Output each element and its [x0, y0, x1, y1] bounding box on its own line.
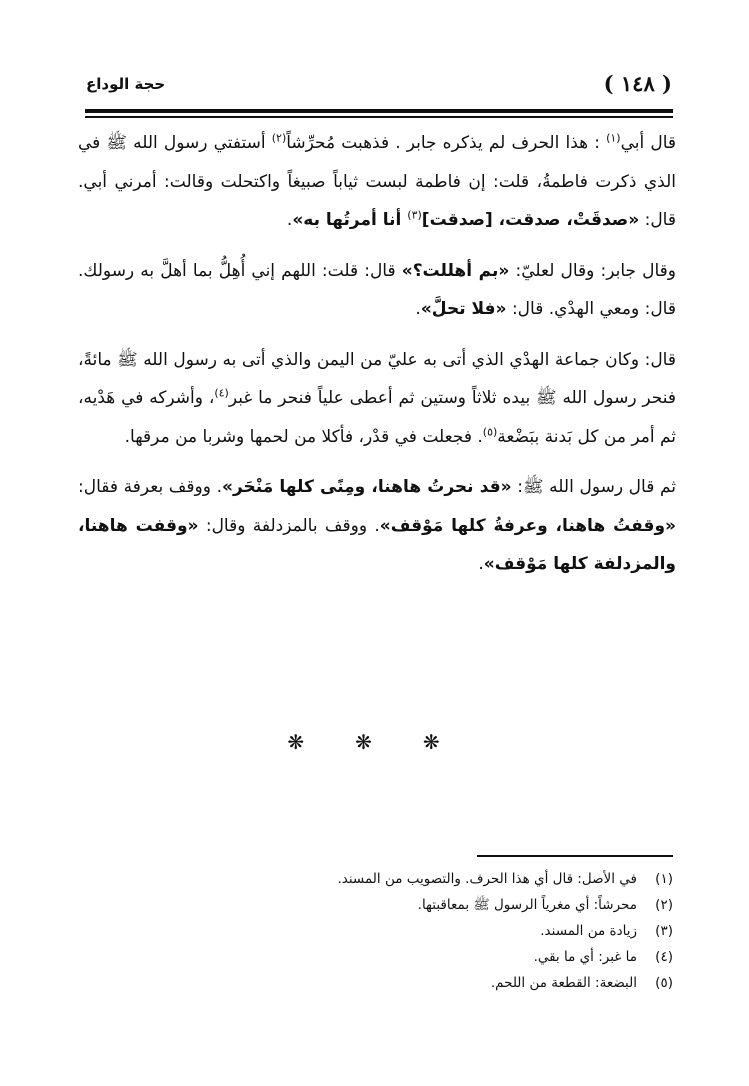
header-rule-thin — [85, 116, 673, 118]
paragraph-1 — [78, 124, 676, 240]
footnote-number: (٥) — [655, 975, 673, 991]
footnote-number: (١) — [655, 871, 673, 887]
footnote — [253, 892, 673, 918]
text-run: . فجعلت في قدْر، فأكلا من لحمها وشربا من مرقها. — [124, 426, 483, 447]
footnote-ref-1: (١) — [606, 131, 621, 145]
text-run: . — [478, 554, 484, 574]
text-run: وقال جابر: وقال لعليّ: — [509, 260, 676, 281]
footnote-text: زيادة من المسند. — [540, 923, 637, 939]
hadith-quote: «قد نحرتُ هاهنا، ومِنًى كلها مَنْحَر» — [222, 477, 512, 497]
page-header — [86, 70, 672, 100]
footnote-text: البضعة: القطعة من اللحم. — [490, 975, 637, 991]
footnote-text: ما غبر: أي ما بقي. — [533, 949, 637, 965]
page-number: ( ١٤٨ ) — [603, 71, 672, 96]
paragraph-4 — [78, 468, 676, 584]
section-separator: ❋ ❋ ❋ — [287, 730, 462, 754]
text-run: ثم قال رسول الله ﷺ: — [511, 477, 677, 497]
hadith-quote: «وقفتُ هاهنا، وعرفةُ كلها مَوْقف» — [379, 515, 676, 536]
footnote-ref-3: (٣) — [407, 208, 422, 222]
text-run: قال: وكان جماعة الهدْي الذي أتى به عليّ من اليمن والذي أتى به رسول الله ﷺ مائةً، فنحر رسول الله ﷺ بيده ثلاثاً وستين ثم أعطى علياً فنحر ما غبر — [78, 349, 676, 408]
footnote-text: محرشاً: أي مغرياً الرسول ﷺ بمعاقبتها. — [417, 897, 637, 913]
hadith-quote: «فلا تحلَّ» — [420, 299, 507, 319]
paragraph-2 — [78, 252, 676, 329]
text-run: : هذا الحرف لم يذكره جابر . فذهبت مُحرِّشاً — [286, 133, 607, 153]
footnote-number: (٣) — [655, 923, 673, 939]
hadith-quote: «بم أهللت؟» — [401, 260, 510, 281]
footnote-number: (٢) — [655, 897, 673, 913]
text-run: . ووقف بعرفة فقال: — [78, 477, 222, 497]
text-run: . — [415, 299, 421, 319]
footnote-number: (٤) — [655, 949, 673, 965]
text-run: . — [286, 210, 293, 230]
text-run: قال أبي — [620, 133, 677, 153]
footnotes — [253, 866, 673, 996]
hadith-quote: «صدقَتْ، صدقت، [صدقت] — [421, 210, 640, 230]
text-run: أستفتي رسول الله ﷺ في الذي ذكرت فاطمةُ، قلت: إن فاطمة لبست ثياباً صبيغاً واكتحلت وقالت: أمرني أبي. قال: — [78, 133, 676, 230]
hadith-quote: «وقفت هاهنا، والمزدلفة كلها مَوْقف» — [78, 515, 676, 574]
main-text — [78, 124, 676, 596]
footnote-ref-5: (٥) — [482, 424, 498, 438]
footnote-rule — [477, 855, 673, 857]
paragraph-3 — [78, 341, 676, 457]
footnote — [253, 918, 673, 944]
hadith-quote: أنا أمرتُها به» — [292, 210, 408, 230]
footnote — [253, 944, 673, 970]
footnote — [253, 970, 673, 996]
header-rule-thick — [85, 109, 673, 113]
footnote-ref-2: (٢) — [271, 131, 287, 145]
footnote-text: في الأصل: قال أي هذا الحرف. والتصويب من المسند. — [337, 871, 637, 887]
footnote-ref-4: (٤) — [214, 386, 229, 400]
footnote — [253, 866, 673, 892]
running-title: حجة الوداع — [86, 75, 166, 93]
text-run: قال: قلت: اللهم إني أُهِلُّ بما أهلَّ به رسولك. قال: ومعي الهدْي. قال: — [78, 260, 676, 319]
text-run: . ووقف بالمزدلفة وقال: — [198, 515, 380, 536]
text-run: ، وأشركه في هَدْيه، ثم أمر من كل بَدنة ببَضْعة — [78, 388, 676, 447]
